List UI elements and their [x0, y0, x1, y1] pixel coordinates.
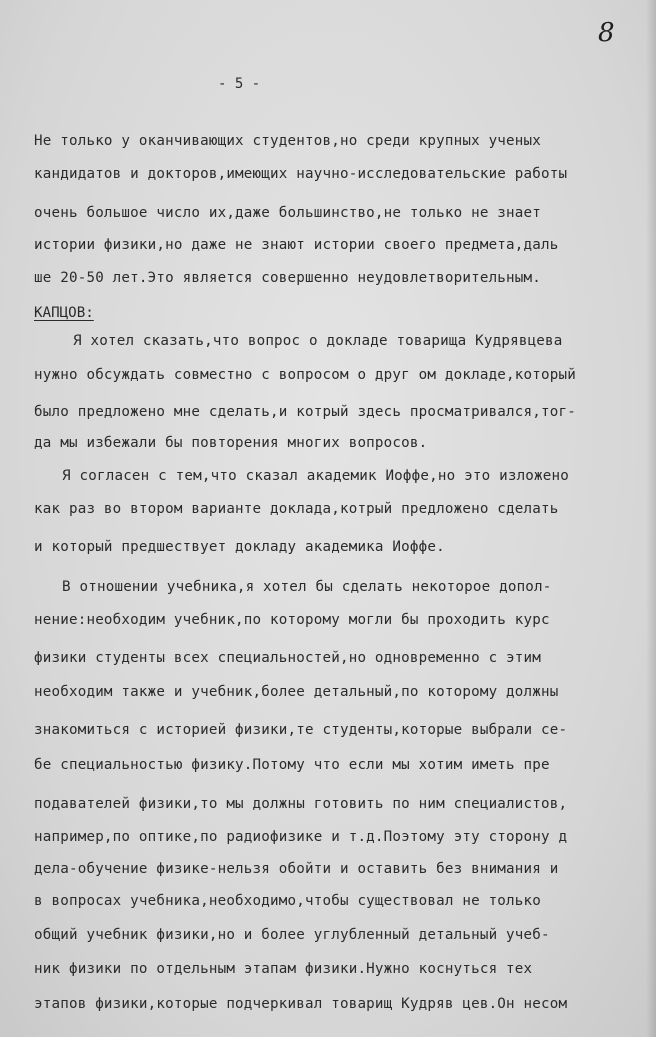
text-line: Не только у оканчивающих студентов,но среди крупных ученых	[34, 133, 542, 149]
text-line: было предложено мне сделать,и котрый здесь просматривался,тог-	[34, 404, 576, 420]
text-line: подавателей физики,то мы должны готовить по ним специалистов,	[34, 796, 568, 812]
text-line: Я хотел сказать,что вопрос о докладе товарища Кудрявцева	[73, 333, 563, 349]
text-line: общий учебник физики,но и более углубленный детальный учеб-	[34, 927, 550, 943]
text-line: бе специальностью физику.Потому что если мы хотим иметь пре	[34, 757, 550, 773]
text-line: да мы избежали бы повторения многих вопросов.	[34, 435, 428, 451]
text-line: и который предшествует докладу академика Иоффе.	[34, 539, 445, 555]
speaker-name: КАПЦОВ:	[34, 305, 94, 321]
text-line: этапов физики,которые подчеркивал товарищ Кудряв цев.Он несом	[34, 996, 568, 1012]
page-number: - 5 -	[218, 76, 261, 92]
text-line: ник физики по отдельным этапам физики.Нужно коснуться тех	[34, 961, 533, 977]
handwritten-page-mark: 8	[598, 18, 615, 48]
text-line: знакомиться с историей физики,те студенты,которые выбрали се-	[34, 722, 568, 738]
text-line: дела-обучение физике-нельзя обойти и оставить без внимания и	[34, 861, 559, 877]
text-line: например,по оптике,по радиофизике и т.д.Поэтому эту сторону д	[34, 829, 568, 845]
text-line: В отношении учебника,я хотел бы сделать некоторое допол-	[62, 579, 552, 595]
text-line: как раз во втором варианте доклада,котрый предложено сделать	[34, 501, 559, 517]
text-line: ше 20-50 лет.Это является совершенно неудовлетворительным.	[34, 270, 542, 286]
text-line: нение:необходим учебник,по которому могли бы проходить курс	[34, 612, 550, 628]
text-line: в вопросах учебника,необходимо,чтобы существовал не только	[34, 893, 542, 909]
text-line: очень большое число их,даже большинство,не только не знает	[34, 205, 542, 221]
text-line: нужно обсуждать совместно с вопросом о друг ом докладе,который	[34, 367, 576, 383]
page-edge-shadow	[646, 0, 656, 1037]
text-line: истории физики,но даже не знают истории своего предмета,даль	[34, 237, 559, 253]
text-line: Я согласен с тем,что сказал академик Иоффе,но это изложено	[62, 468, 570, 484]
text-line: необходим также и учебник,более детальный,по которому должны	[34, 684, 559, 700]
text-line: физики студенты всех специальностей,но одновременно с этим	[34, 650, 542, 666]
text-line: кандидатов и докторов,имеющих научно-исследовательские работы	[34, 166, 568, 182]
